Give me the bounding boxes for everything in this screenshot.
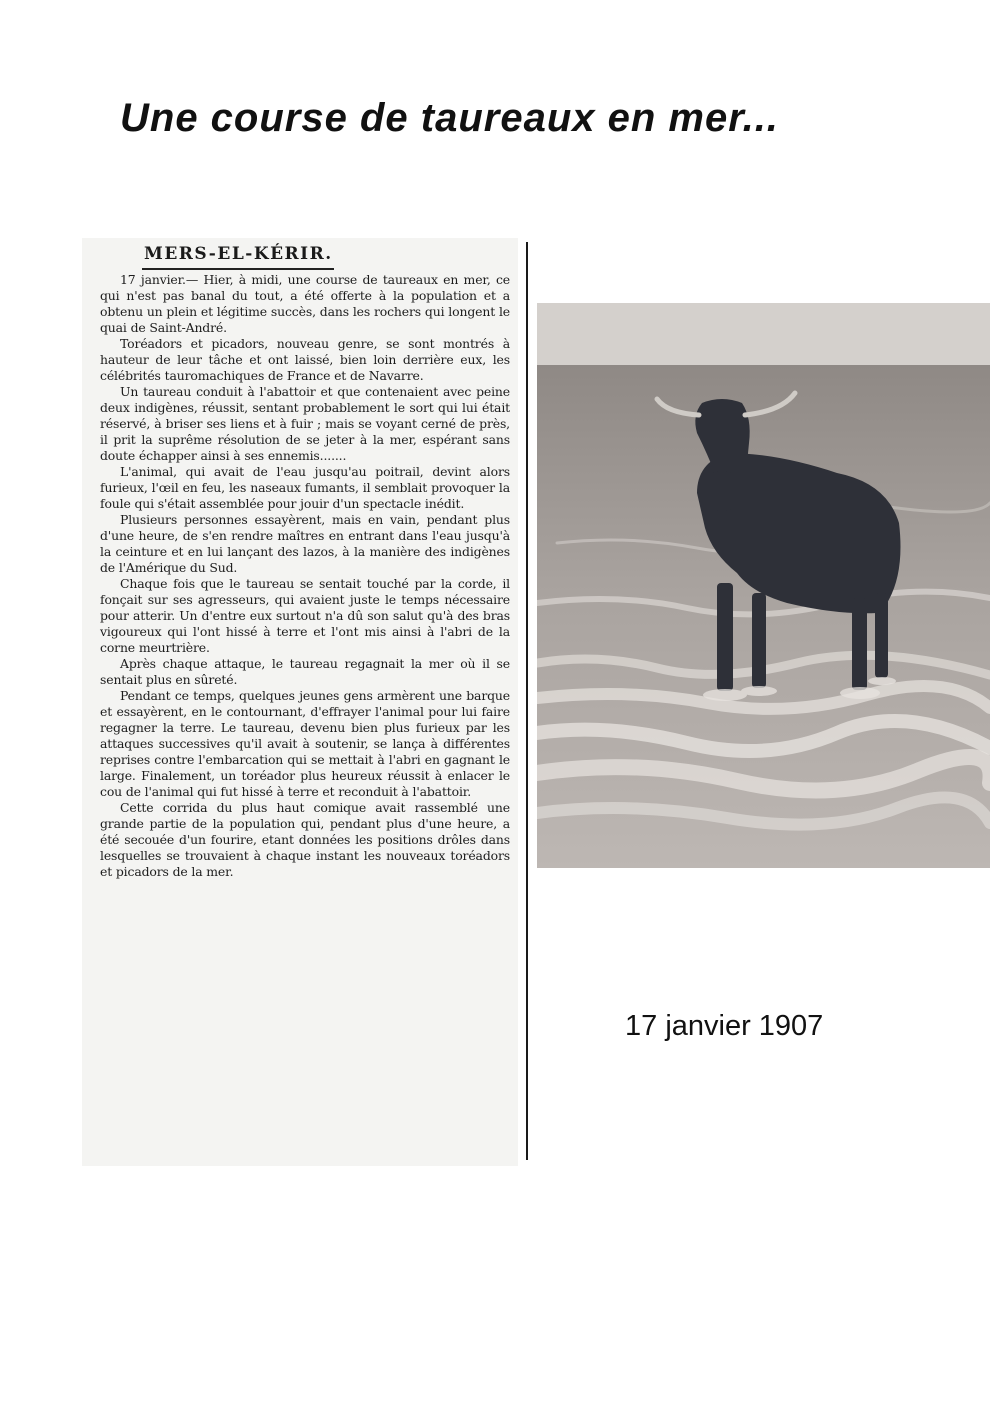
caption-date: 17 janvier 1907 (625, 1010, 824, 1042)
page-title: Une course de taureaux en mer... (120, 96, 779, 140)
bull-photo (537, 303, 990, 868)
article-paragraph: Chaque fois que le taureau se sentait touché par la corde, il fonçait sur ses agresseurs, qui avaient juste le temps nécessaire pour atterir. Un d'entre eux surtout n'a dû son salut qu'à des bras vigoureux qui l'ont hissé à terre et l'ont mis ainsi à l'abri de la corne meurtrière. (100, 576, 510, 655)
heading-underline (142, 268, 334, 270)
column-rule (526, 242, 528, 1160)
bull-in-sea-illustration (537, 303, 990, 868)
article-body (100, 272, 510, 880)
article-paragraph: Toréadors et picadors, nouveau genre, se sont montrés à hauteur de leur tâche et ont laissé, bien loin derrière eux, les célébrités tauromachiques de France et de Navarre. (100, 336, 510, 383)
article-paragraph: Pendant ce temps, quelques jeunes gens armèrent une barque et essayèrent, en le contournant, d'effrayer l'animal pour lui faire regagner la terre. Le taureau, devenu bien plus furieux par les attaques successives qu'il avait à soutenir, se lança à différentes reprises contre l'embarcation qui se mettait à l'abri en gagnant le large. Finalement, un toréador plus heureux réussit à enlacer le cou de l'animal qui fut hissé à terre et reconduit à l'abattoir. (100, 688, 510, 799)
article-paragraph: Un taureau conduit à l'abattoir et que contenaient avec peine deux indigènes, réussit, sentant probablement le sort qui lui était réservé, à briser ses liens et à fuir ; mais se voyant cerné de près, il prit la suprême résolution de se jeter à la mer, espérant sans doute échapper ainsi à ses ennemis....... (100, 384, 510, 463)
article-paragraph: Après chaque attaque, le taureau regagnait la mer où il se sentait plus en sûreté. (100, 656, 510, 687)
article-paragraph: Plusieurs personnes essayèrent, mais en vain, pendant plus d'une heure, de s'en rendre maîtres en entrant dans l'eau jusqu'à la ceinture et en lui lançant des lazos, à la manière des indigènes de l'Amérique du Sud. (100, 512, 510, 575)
newspaper-clipping (82, 238, 518, 1166)
article-paragraph: 17 janvier.— Hier, à midi, une course de taureaux en mer, ce qui n'est pas banal du tout, a été offerte à la population et a obtenu un plein et légitime succès, dans les rochers qui longent le quai de Saint-André. (100, 272, 510, 335)
article-heading: MERS-EL-KÉRIR. (144, 244, 333, 264)
article-paragraph: L'animal, qui avait de l'eau jusqu'au poitrail, devint alors furieux, l'œil en feu, les naseaux fumants, il semblait provoquer la foule qui s'était assemblée pour jouir d'un spectacle inédit. (100, 464, 510, 511)
sky (537, 303, 990, 365)
article-paragraph: Cette corrida du plus haut comique avait rassemblé une grande partie de la population qui, pendant plus d'une heure, a été secouée d'un fourire, etant données les positions drôles dans lesquelles se trouvaient à chaque instant les nouveaux toréadors et picadors de la mer. (100, 800, 510, 879)
